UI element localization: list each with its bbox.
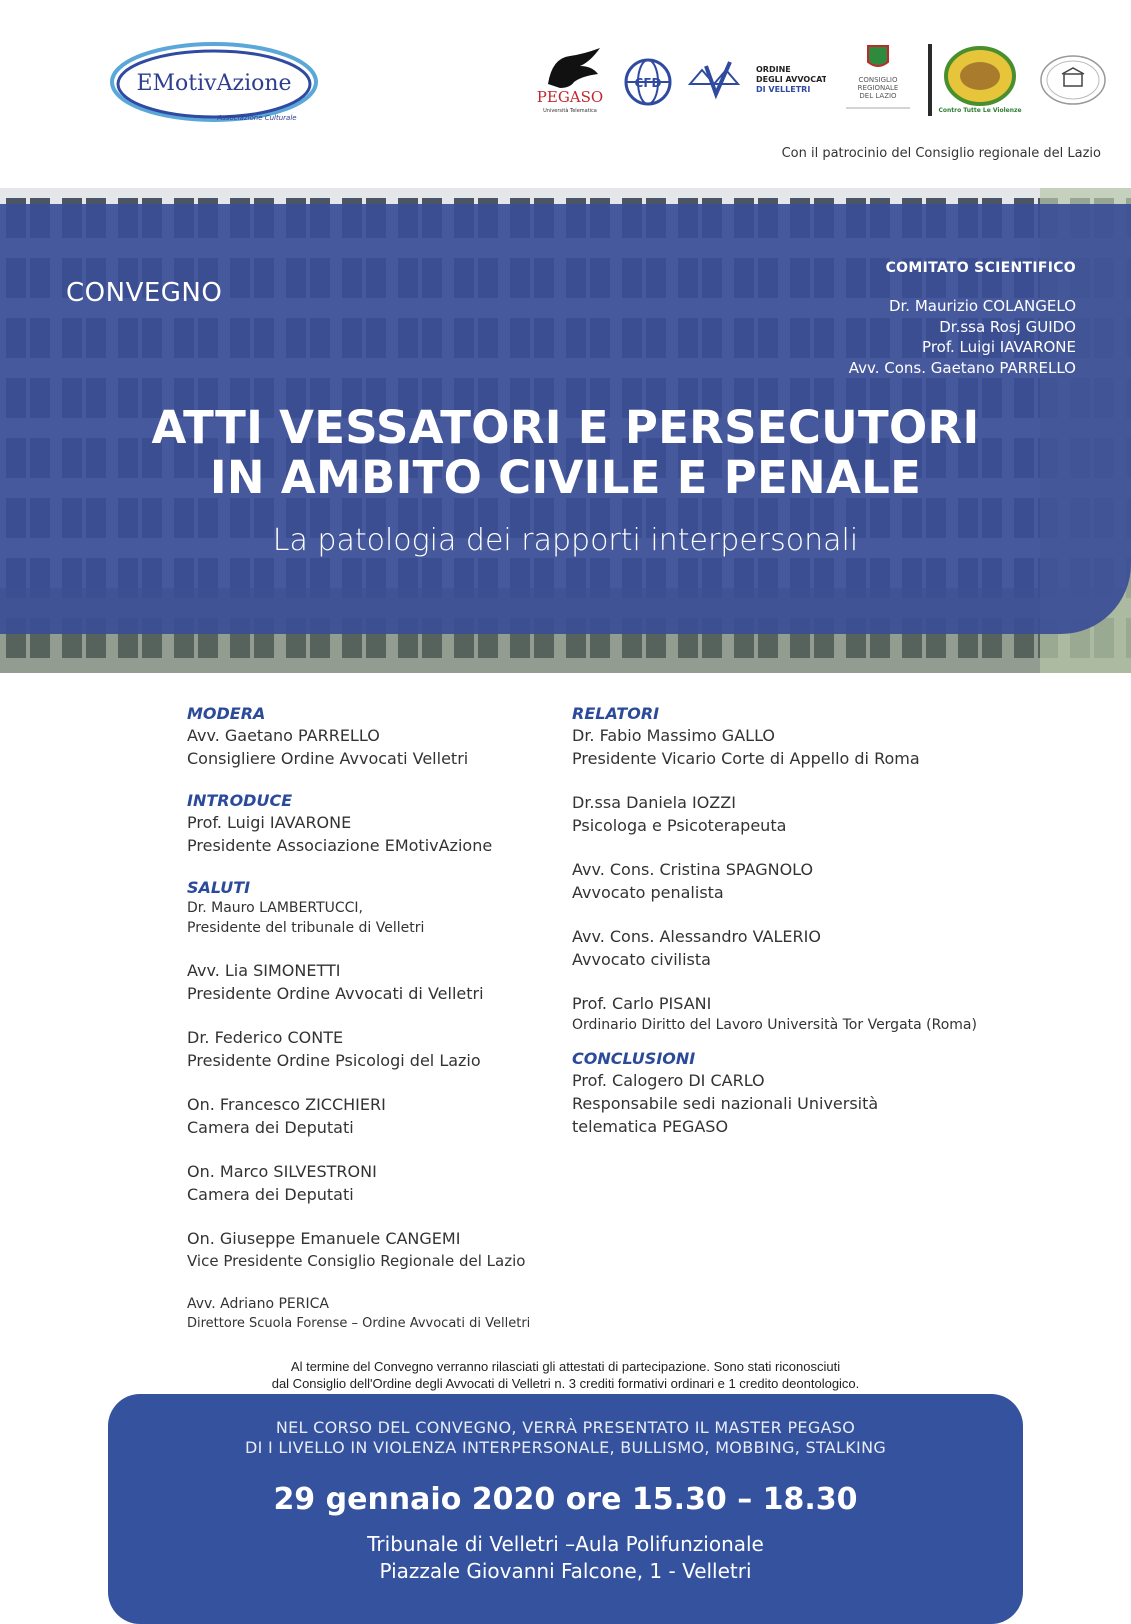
event-title-line1: ATTI VESSATORI E PERSECUTORI — [151, 401, 980, 454]
speaker-role: Presidente Ordine Avvocati di Velletri — [187, 984, 484, 1003]
speaker-role: Vice Presidente Consiglio Regionale del Lazio — [187, 1252, 526, 1270]
speaker-entry — [572, 791, 982, 837]
event-venue — [108, 1531, 1023, 1585]
speaker-name: On. Giuseppe Emanuele CANGEMI — [187, 1229, 461, 1248]
speaker-entry — [572, 992, 982, 1035]
venue-line1: Tribunale di Velletri –Aula Polifunzionale — [367, 1532, 764, 1556]
seal-logo — [1038, 44, 1108, 116]
speaker-role: Direttore Scuola Forense – Ordine Avvocati di Velletri — [187, 1316, 531, 1331]
speaker-name: Prof. Calogero DI CARLO — [572, 1071, 765, 1090]
speaker-name: Dr. Federico CONTE — [187, 1028, 344, 1047]
section-heading: CONCLUSIONI — [572, 1049, 696, 1068]
section-saluti — [187, 878, 557, 1334]
credits-notice — [0, 1358, 1131, 1392]
pegaso-logo — [530, 44, 610, 116]
comitato-member: Prof. Luigi IAVARONE — [922, 338, 1076, 356]
notice-line1: Al termine del Convegno verranno rilasciati gli attestati di partecipazione. Sono stati riconosciuti — [290, 1359, 841, 1374]
associazione-diritti-logo — [928, 44, 1028, 116]
speaker-name: Prof. Carlo PISANI — [572, 994, 712, 1013]
speaker-entry — [187, 1294, 557, 1334]
comitato-member: Dr.ssa Rosj GUIDO — [939, 317, 1076, 336]
master-line2: DI I LIVELLO IN VIOLENZA INTERPERSONALE, BULLISMO, MOBBING, STALKING — [244, 1438, 887, 1457]
speaker-entry — [187, 959, 557, 1005]
event-details-box — [108, 1394, 1023, 1624]
section-relatori — [572, 704, 982, 1035]
speaker-name: Avv. Lia SIMONETTI — [187, 961, 341, 980]
speaker-role: Avvocato civilista — [572, 950, 711, 969]
speaker-role: Presidente Vicario Corte di Appello di Roma — [572, 749, 920, 768]
speaker-role: Camera dei Deputati — [187, 1118, 354, 1137]
cfd-logo — [620, 44, 676, 116]
section-heading: INTRODUCE — [187, 791, 293, 810]
patrocinio-text: Con il patrocinio del Consiglio regionale del Lazio — [781, 146, 1101, 161]
speaker-name: On. Marco SILVESTRONI — [187, 1162, 377, 1181]
consiglio-logo-line2: REGIONALE — [857, 84, 899, 92]
ordine-logo-line2: DEGLI AVVOCATI — [756, 75, 826, 84]
event-type-label: CONVEGNO — [66, 278, 223, 308]
speaker-role: Consigliere Ordine Avvocati Velletri — [187, 749, 469, 768]
pegaso-logo-text: PEGASO — [536, 88, 604, 106]
comitato-scientifico — [849, 260, 1076, 378]
comitato-member: Dr. Maurizio COLANGELO — [888, 297, 1076, 315]
emotivazione-logo-subtext: Associazione Culturale — [217, 114, 297, 122]
master-line1: NEL CORSO DEL CONVEGNO, VERRÀ PRESENTATO IL MASTER PEGASO — [275, 1418, 856, 1437]
speaker-name: Avv. Cons. Alessandro VALERIO — [572, 927, 821, 946]
diritti-logo-text: Contro Tutte Le Violenze — [938, 107, 1022, 114]
consiglio-regionale-logo — [842, 44, 914, 116]
notice-line2: dal Consiglio dell'Ordine degli Avvocati di Velletri n. 3 crediti formativi ordinari e 1 credito deontologico. — [271, 1376, 860, 1391]
cfd-logo-text: CFD — [634, 76, 662, 90]
event-title — [0, 403, 1131, 503]
consiglio-logo-line3: DEL LAZIO — [859, 92, 897, 100]
speaker-name: Dr. Mauro LAMBERTUCCI, — [187, 900, 364, 916]
comitato-member: Avv. Cons. Gaetano PARRELLO — [848, 358, 1076, 377]
speaker-entry — [187, 898, 557, 938]
speaker-name: Prof. Luigi IAVARONE — [187, 813, 352, 832]
event-date-time: 29 gennaio 2020 ore 15.30 – 18.30 — [273, 1482, 858, 1517]
section-conclusioni — [572, 1049, 982, 1138]
master-announcement — [108, 1418, 1023, 1458]
speaker-role: Avvocato penalista — [572, 883, 724, 902]
hero-banner — [0, 188, 1131, 673]
program-right-column — [572, 704, 982, 1159]
speaker-name: Avv. Adriano PERICA — [187, 1296, 329, 1312]
section-heading: MODERA — [187, 704, 266, 723]
speaker-name: Dr.ssa Daniela IOZZI — [572, 793, 736, 812]
speaker-entry — [572, 724, 982, 770]
speaker-name: Avv. Cons. Cristina SPAGNOLO — [572, 860, 814, 879]
emotivazione-logo-text: EMotivAzione — [136, 71, 292, 96]
section-heading: SALUTI — [187, 878, 251, 897]
event-subtitle: La patologia dei rapporti interpersonali — [272, 523, 859, 558]
comitato-title: COMITATO SCIENTIFICO — [885, 260, 1076, 276]
speaker-role: Camera dei Deputati — [187, 1185, 354, 1204]
speaker-role: Presidente del tribunale di Velletri — [187, 920, 425, 936]
speaker-name: Avv. Gaetano PARRELLO — [187, 726, 380, 745]
speaker-name: On. Francesco ZICCHIERI — [187, 1095, 386, 1114]
event-title-line2: IN AMBITO CIVILE E PENALE — [209, 451, 922, 504]
speaker-entry — [572, 925, 982, 971]
speaker-entry — [572, 858, 982, 904]
venue-line2: Piazzale Giovanni Falcone, 1 - Velletri — [379, 1559, 752, 1583]
consiglio-logo-line1: CONSIGLIO — [858, 76, 898, 84]
section-introduce — [187, 791, 557, 857]
speaker-role: Presidente Associazione EMotivAzione — [187, 836, 493, 855]
speaker-entry — [187, 1227, 557, 1273]
program-left-column — [187, 704, 557, 1355]
ordine-logo-line3: DI VELLETRI — [756, 85, 811, 94]
speaker-role: Ordinario Diritto del Lavoro Università Tor Vergata (Roma) — [572, 1017, 977, 1033]
ordine-logo-line1: ORDINE — [756, 65, 791, 74]
speaker-role: Responsabile sedi nazionali Università telematica PEGASO — [572, 1094, 879, 1136]
speaker-role: Psicologa e Psicoterapeuta — [572, 816, 787, 835]
ordine-avvocati-logo — [686, 44, 826, 116]
speaker-entry — [187, 1160, 557, 1206]
speaker-name: Dr. Fabio Massimo GALLO — [572, 726, 775, 745]
emotivazione-logo — [107, 40, 321, 130]
section-heading: RELATORI — [572, 704, 660, 723]
speaker-entry — [187, 1026, 557, 1072]
speaker-entry — [187, 1093, 557, 1139]
pegaso-logo-subtext: Università Telematica — [543, 108, 597, 114]
section-modera — [187, 704, 557, 770]
speaker-role: Presidente Ordine Psicologi del Lazio — [187, 1051, 481, 1070]
